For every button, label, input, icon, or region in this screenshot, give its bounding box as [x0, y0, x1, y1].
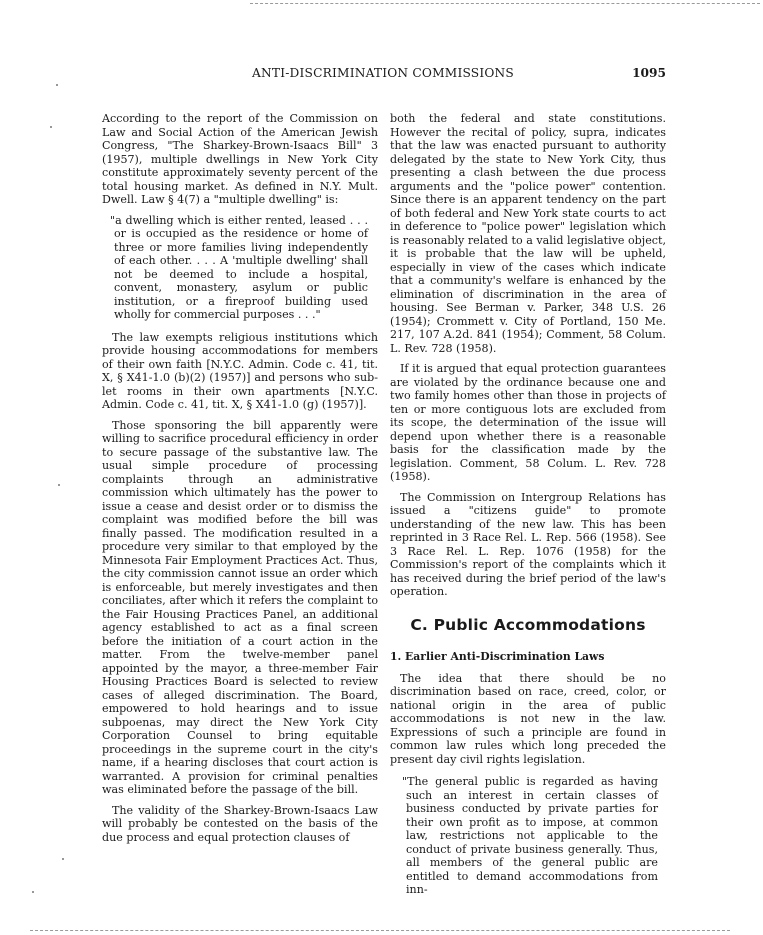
paragraph: The Commission on Intergroup Relations has issued a "citizens guide" to promote understanding of the new law. This has been reprinted in 3 Race Rel. L. Rep. 566 (1958). See 3 Race Rel. L. Rep. 1076 (1958) for the Commission's report of the complaints which it has received during the brief period of the law's operation. — [390, 490, 666, 598]
section-heading: C. Public Accommodations — [410, 615, 646, 634]
page-number: 1095 — [632, 66, 666, 80]
scan-speck — [56, 84, 58, 86]
page-header — [100, 66, 666, 86]
paragraph: both the federal and state constitutions. However the recital of policy, supra, indicates that the law was enacted pursuant to authority delegated by the state to New York City, thus presenting a clash between the due process arguments and the "police power" contention. Since there is an apparent tendency on the part of both federal and New York state courts to act in deference to "police power" legislation which is reasonably related to a valid legislative object, it is probable that the law will be upheld, especially in view of the cases which indicate that a community's welfare is enhanced by the elimination of discrimination in the area of housing. See Berman v. Parker, 348 U.S. 26 (1954); Crommett v. City of Portland, 150 Me. 217, 107 A.2d. 841 (1954); Comment, 58 Colum. L. Rev. 728 (1958). — [390, 112, 666, 355]
scan-speck — [62, 858, 64, 860]
left-column — [102, 112, 378, 844]
paragraph: The validity of the Sharkey-Brown-Isaacs Law will probably be contested on the basis of the due process and equal protection clauses of — [102, 803, 378, 844]
paragraph: Those sponsoring the bill apparently were willing to sacrifice procedural efficiency in order to secure passage of the substantive law. The usual simple procedure of processing complaints through an administrative commission which ultimately has the power to issue a cease and desist order or to dismiss the complaint was modified before the bill was finally passed. The modification resulted in a procedure very similar to that employed by the Minnesota Fair Employment Practices Act. Thus, the city commission cannot issue an order which is enforceable, but merely investigates and then conciliates, after which it refers the complaint to the Fair Housing Practices Panel, an additional agency established to act as a final screen before the initiation of a court action in the matter. From the twelve-member panel appointed by the mayor, a three-member Fair Housing Practices Board is selected to review cases of alleged discrimination. The Board, empowered to hold hearings and to issue subpoenas, may direct the New York City Corporation Counsel to bring equitable proceedings in the supreme court in the city's name, if a hearing discloses that court action is warranted. A provision for criminal penalties was eliminated before the passage of the bill. — [102, 418, 378, 796]
bottom-scan-border — [30, 930, 730, 931]
paragraph: If it is argued that equal protection guarantees are violated by the ordinance because one and two family homes other than those in projects of ten or more contiguous lots are excluded from its scope, the determination of the issue will depend upon whether there is a reasonable basis for the classification made by the legislation. Comment, 58 Colum. L. Rev. 728 (1958). — [390, 362, 666, 483]
paragraph: The idea that there should be no discrimination based on race, creed, color, or national origin in the area of public accommodations is not new in the law. Expressions of such a principle are found in common law rules which long preceded the present day civil rights legislation. — [390, 671, 666, 766]
block-quote: "a dwelling which is either rented, leased . . . or is occupied as the residence or home of three or more families living independently of each other. . . . A 'multiple dwelling' shall not be deemed to include a hospital, convent, monastery, asylum or public institution, or a fireproof building used wholly for commercial purposes . . ." — [110, 213, 368, 321]
scan-speck — [50, 126, 52, 128]
block-quote: "The general public is regarded as having such an interest in certain classes of business conducted by private parties for their own profit as to impose, at common law, restrictions not applicable to the conduct of private business generally. Thus, all members of the general public are entitled to demand accommodations from inn- — [402, 775, 658, 896]
scan-speck — [58, 484, 60, 486]
subsection-heading: 1. Earlier Anti-Discrimination Laws — [390, 650, 605, 663]
top-scan-border — [250, 3, 760, 4]
right-column — [390, 112, 666, 906]
paragraph: The law exempts religious institutions which provide housing accommodations for members of their own faith [N.Y.C. Admin. Code c. 41, tit. X, § X41-1.0 (b)(2) (1957)] and persons who sub-let rooms in their own apartments [N.Y.C. Admin. Code c. 41, tit. X, § X41-1.0 (g) (1957)]. — [102, 330, 378, 411]
scan-speck — [32, 891, 34, 893]
running-title: ANTI-DISCRIMINATION COMMISSIONS — [252, 66, 514, 80]
paragraph: According to the report of the Commission on Law and Social Action of the American Jewish Congress, "The Sharkey-Brown-Isaacs Bill" 3 (1957), multiple dwellings in New York City constitute approximately seventy percent of the total housing market. As defined in N.Y. Mult. Dwell. Law § 4(7) a "multiple dwelling" is: — [102, 112, 378, 206]
